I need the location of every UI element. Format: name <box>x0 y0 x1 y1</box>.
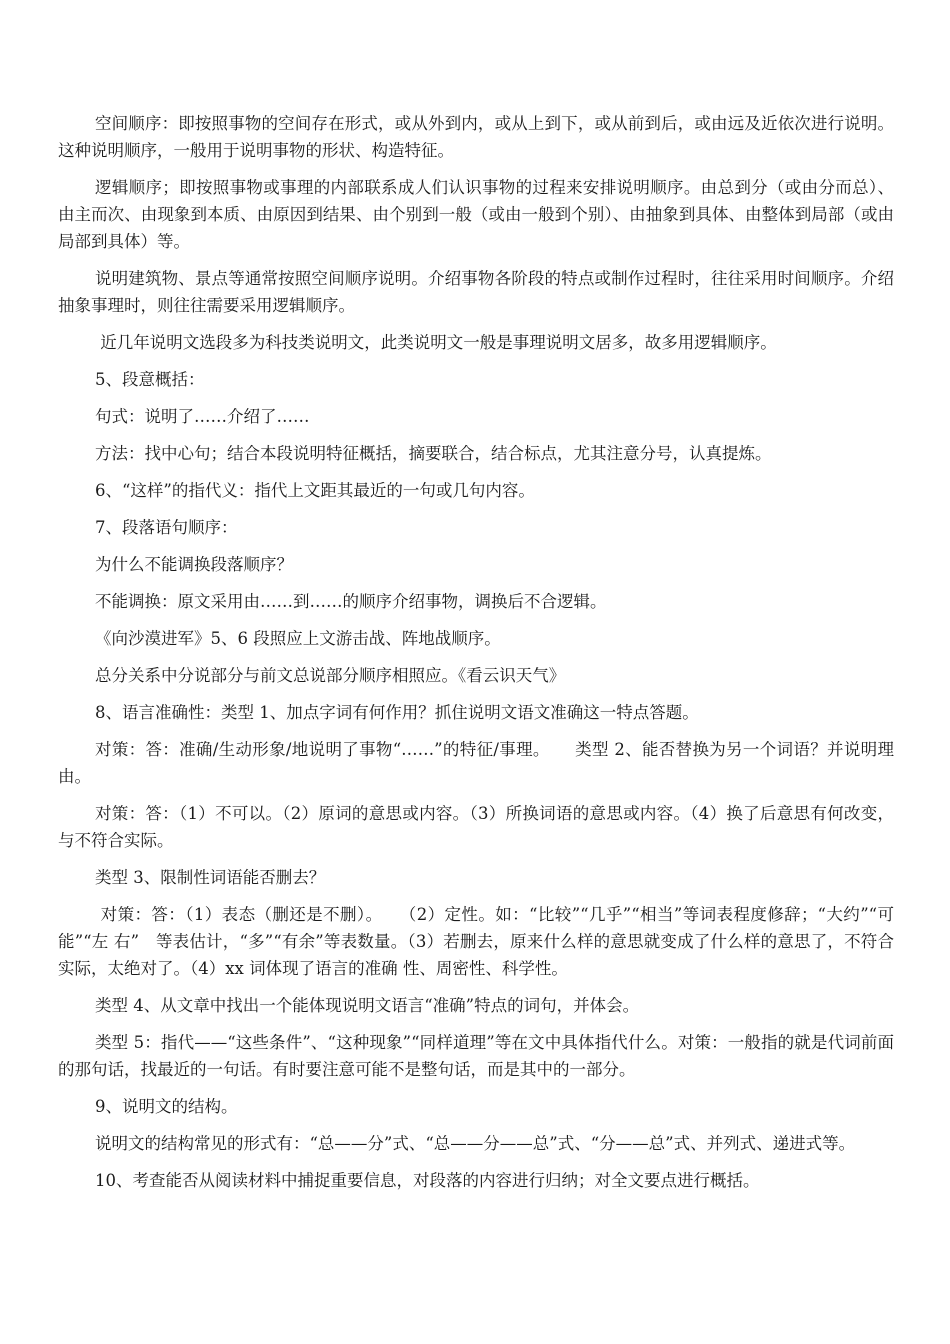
heading-language-accuracy: 8、语言准确性：类型 1、加点字词有何作用？抓住说明文语文准确这一特点答题。 <box>95 703 699 722</box>
heading-structure: 9、说明文的结构。 <box>95 1097 238 1116</box>
heading-sentence-order: 7、段落语句顺序： <box>95 518 238 537</box>
paragraph-structure-forms: 说明文的结构常见的形式有：“总——分”式、“总——分——总”式、“分——总”式、并列式、递进式等。 <box>95 1134 856 1153</box>
paragraph-strategy-type2: 对策：答：准确/生动形象/地说明了事物“……”的特征/事理。 类型 2、能否替换为另一个词语？并说明理由。 <box>58 740 894 786</box>
paragraph-recent-years: 近几年说明文选段多为科技类说明文，此类说明文一般是事理说明文居多，故多用逻辑顺序。 <box>95 333 777 352</box>
paragraph-order-usage: 说明建筑物、景点等通常按照空间顺序说明。介绍事物各阶段的特点或制作过程时，往往采用时间顺序。介绍抽象事理时，则往往需要采用逻辑顺序。 <box>58 269 894 315</box>
paragraph-type3: 类型 3、限制性词语能否删去？ <box>95 868 326 887</box>
paragraph-cannot-swap: 不能调换：原文采用由……到……的顺序介绍事物，调换后不合逻辑。 <box>95 592 607 611</box>
paragraph-type4: 类型 4、从文章中找出一个能体现说明文语言“准确”特点的词句，并体会。 <box>95 996 640 1015</box>
paragraph-logical-order: 逻辑顺序；即按照事物或事理的内部联系成人们认识事物的过程来安排说明顺序。由总到分（或由分而总）、由主而次、由现象到本质、由原因到结果、由个别到一般（或由一般到个别）、由抽象到具体、由整体到局部（或由局部到具体）等。 <box>58 178 894 251</box>
paragraph-strategy-delete: 对策：答：（1）表态（删还是不删）。 （2）定性。如：“比较”“几乎”“相当”等词表程度修辞；“大约”“可能”“左 右” 等表估计，“多”“有余”等表数量。（3）若删去，原来什么样的意思就变成了什么样的意思了，不符合实际，太绝对了。（4）xx 词体现了语言的准确 性、周密性、科学性。 <box>58 905 894 978</box>
heading-reference-meaning: 6、“这样”的指代义：指代上文距其最近的一句或几句内容。 <box>95 481 535 500</box>
paragraph-spatial-order: 空间顺序：即按照事物的空间存在形式，或从外到内，或从上到下，或从前到后，或由远及近依次进行说明。这种说明顺序，一般用于说明事物的形状、构造特征。 <box>58 114 894 160</box>
paragraph-example-clouds: 总分关系中分说部分与前文总说部分顺序相照应。《看云识天气》 <box>95 666 566 685</box>
paragraph-strategy-replace: 对策：答：（1）不可以。（2）原词的意思或内容。（3）所换词语的意思或内容。（4）换了后意思有何改变，与不符合实际。 <box>58 804 894 850</box>
heading-key-information: 10、考查能否从阅读材料中捕捉重要信息，对段落的内容进行归纳；对全文要点进行概括。 <box>95 1171 760 1190</box>
heading-paragraph-summary: 5、段意概括： <box>95 370 205 389</box>
document-page <box>58 110 894 1204</box>
paragraph-type5: 类型 5：指代——“这些条件”、“这种现象”“同样道理”等在文中具体指代什么。对策：一般指的就是代词前面的那句话，找最近的一句话。有时要注意可能不是整句话，而是其中的一部分。 <box>58 1033 894 1079</box>
paragraph-method: 方法：找中心句；结合本段说明特征概括，摘要联合，结合标点，尤其注意分号，认真提炼。 <box>95 444 772 463</box>
paragraph-question-order: 为什么不能调换段落顺序？ <box>95 555 293 574</box>
paragraph-example-desert: 《向沙漠进军》5、6 段照应上文游击战、阵地战顺序。 <box>95 629 501 648</box>
paragraph-sentence-pattern: 句式：说明了……介绍了…… <box>95 407 310 426</box>
